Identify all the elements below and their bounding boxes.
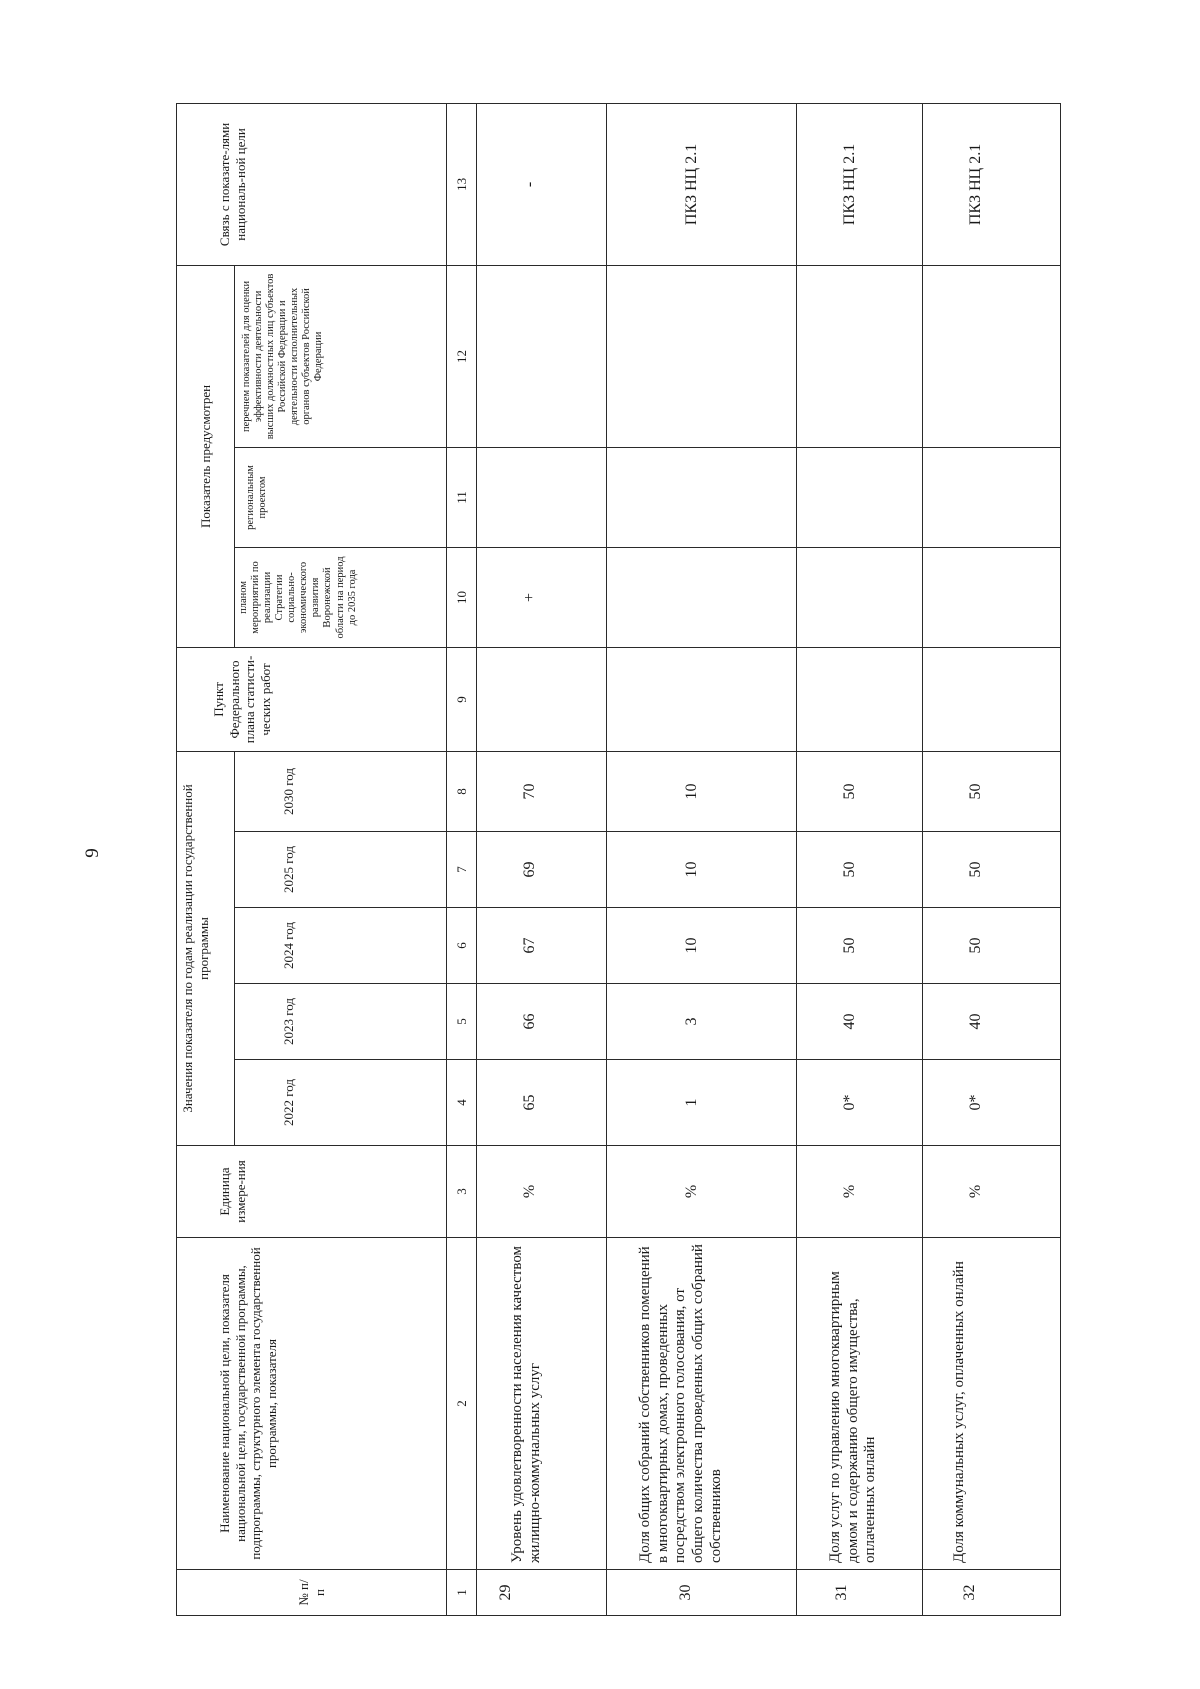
- row-evaluation: [607, 265, 797, 447]
- row-regional: [923, 447, 1061, 547]
- row-fed-plan: [797, 647, 923, 751]
- row-regional: [607, 447, 797, 547]
- column-number: 8: [447, 751, 477, 831]
- header-unit: Единица измере-ния: [177, 1146, 447, 1238]
- header-year-2023: 2023 год: [235, 984, 447, 1060]
- row-value-2023: 40: [797, 984, 923, 1060]
- row-value-2022: 0*: [923, 1060, 1061, 1146]
- column-number: 3: [447, 1146, 477, 1238]
- row-evaluation: [477, 265, 607, 447]
- row-fed-plan: [923, 647, 1061, 751]
- row-value-2025: 50: [923, 832, 1061, 908]
- row-evaluation: [923, 265, 1061, 447]
- row-name: Доля коммунальных услуг, оплаченных онлайн: [923, 1238, 1061, 1570]
- header-year-2025: 2025 год: [235, 832, 447, 908]
- row-unit: %: [797, 1146, 923, 1238]
- column-number: 11: [447, 447, 477, 547]
- row-national-link: -: [477, 103, 607, 265]
- row-strategy: +: [477, 547, 607, 647]
- column-number: 12: [447, 265, 477, 447]
- row-regional: [477, 447, 607, 547]
- column-number: 9: [447, 647, 477, 751]
- row-value-2023: 3: [607, 984, 797, 1060]
- row-unit: %: [923, 1146, 1061, 1238]
- header-evaluation-list: перечнем показателей для оценки эффективности деятельности высших должностных лиц субъектов Российской Федерации и деятельности исполнительных органов субъектов Российской Федерации: [235, 265, 447, 447]
- column-number: 4: [447, 1060, 477, 1146]
- row-value-2023: 66: [477, 984, 607, 1060]
- header-values-group: Значения показателя по годам реализации государственной программы: [177, 751, 235, 1145]
- row-national-link: ПКЗ НЦ 2.1: [797, 103, 923, 265]
- rotated-table-wrapper: [176, 104, 1060, 1616]
- column-number: 5: [447, 984, 477, 1060]
- row-fed-plan: [607, 647, 797, 751]
- row-unit: %: [607, 1146, 797, 1238]
- header-strategy-plan: планом мероприятий по реализации Стратегии социально-экономического развития Воронежской области на период до 2035 года: [235, 547, 447, 647]
- row-value-2025: 50: [797, 832, 923, 908]
- header-provided-group: Показатель предусмотрен: [177, 265, 235, 647]
- column-number: 6: [447, 908, 477, 984]
- header-regional-project: региональным проектом: [235, 447, 447, 547]
- table-row: [923, 103, 1061, 1615]
- row-value-2025: 69: [477, 832, 607, 908]
- row-value-2022: 65: [477, 1060, 607, 1146]
- row-national-link: ПКЗ НЦ 2.1: [607, 103, 797, 265]
- row-regional: [797, 447, 923, 547]
- header-year-2024: 2024 год: [235, 908, 447, 984]
- row-strategy: [607, 547, 797, 647]
- header-fed-plan: Пункт Федерального плана статисти-ческих работ: [177, 647, 447, 751]
- table-row: [477, 103, 607, 1615]
- row-name: Доля общих собраний собственников помещений в многоквартирных домах, проведенных посредством электронного голосования, от общего количества проведенных общих собраний собственников: [607, 1238, 797, 1570]
- row-value-2024: 67: [477, 908, 607, 984]
- row-value-2022: 0*: [797, 1060, 923, 1146]
- header-year-2030: 2030 год: [235, 751, 447, 831]
- row-number: 29: [477, 1570, 607, 1616]
- column-number: 2: [447, 1238, 477, 1570]
- row-strategy: [923, 547, 1061, 647]
- column-number: 7: [447, 832, 477, 908]
- table-row: [797, 103, 923, 1615]
- row-value-2024: 10: [607, 908, 797, 984]
- row-value-2024: 50: [797, 908, 923, 984]
- header-national-link: Связь с показате-лями националь-ной цели: [177, 103, 447, 265]
- page-number: 9: [82, 848, 103, 858]
- row-value-2030: 50: [923, 751, 1061, 831]
- row-strategy: [797, 547, 923, 647]
- row-national-link: ПКЗ НЦ 2.1: [923, 103, 1061, 265]
- row-name: Доля услуг по управлению многоквартирным домом и содержанию общего имущества, оплаченных онлайн: [797, 1238, 923, 1570]
- row-value-2030: 50: [797, 751, 923, 831]
- row-evaluation: [797, 265, 923, 447]
- row-fed-plan: [477, 647, 607, 751]
- indicators-table: [176, 103, 1061, 1616]
- column-number: 10: [447, 547, 477, 647]
- row-number: 31: [797, 1570, 923, 1616]
- row-number: 30: [607, 1570, 797, 1616]
- table-row: [607, 103, 797, 1615]
- row-value-2025: 10: [607, 832, 797, 908]
- row-unit: %: [477, 1146, 607, 1238]
- row-number: 32: [923, 1570, 1061, 1616]
- row-value-2030: 70: [477, 751, 607, 831]
- row-name: Уровень удовлетворенности населения качеством жилищно-коммунальных услуг: [477, 1238, 607, 1570]
- header-year-2022: 2022 год: [235, 1060, 447, 1146]
- column-number: 13: [447, 103, 477, 265]
- column-number: 1: [447, 1570, 477, 1616]
- row-value-2022: 1: [607, 1060, 797, 1146]
- row-value-2024: 50: [923, 908, 1061, 984]
- header-no: № п/п: [177, 1570, 447, 1616]
- header-name: Наименование национальной цели, показателя национальной цели, государственной программы, подпрограммы, структурного элемента государственной программы, показателя: [177, 1238, 447, 1570]
- row-value-2030: 10: [607, 751, 797, 831]
- row-value-2023: 40: [923, 984, 1061, 1060]
